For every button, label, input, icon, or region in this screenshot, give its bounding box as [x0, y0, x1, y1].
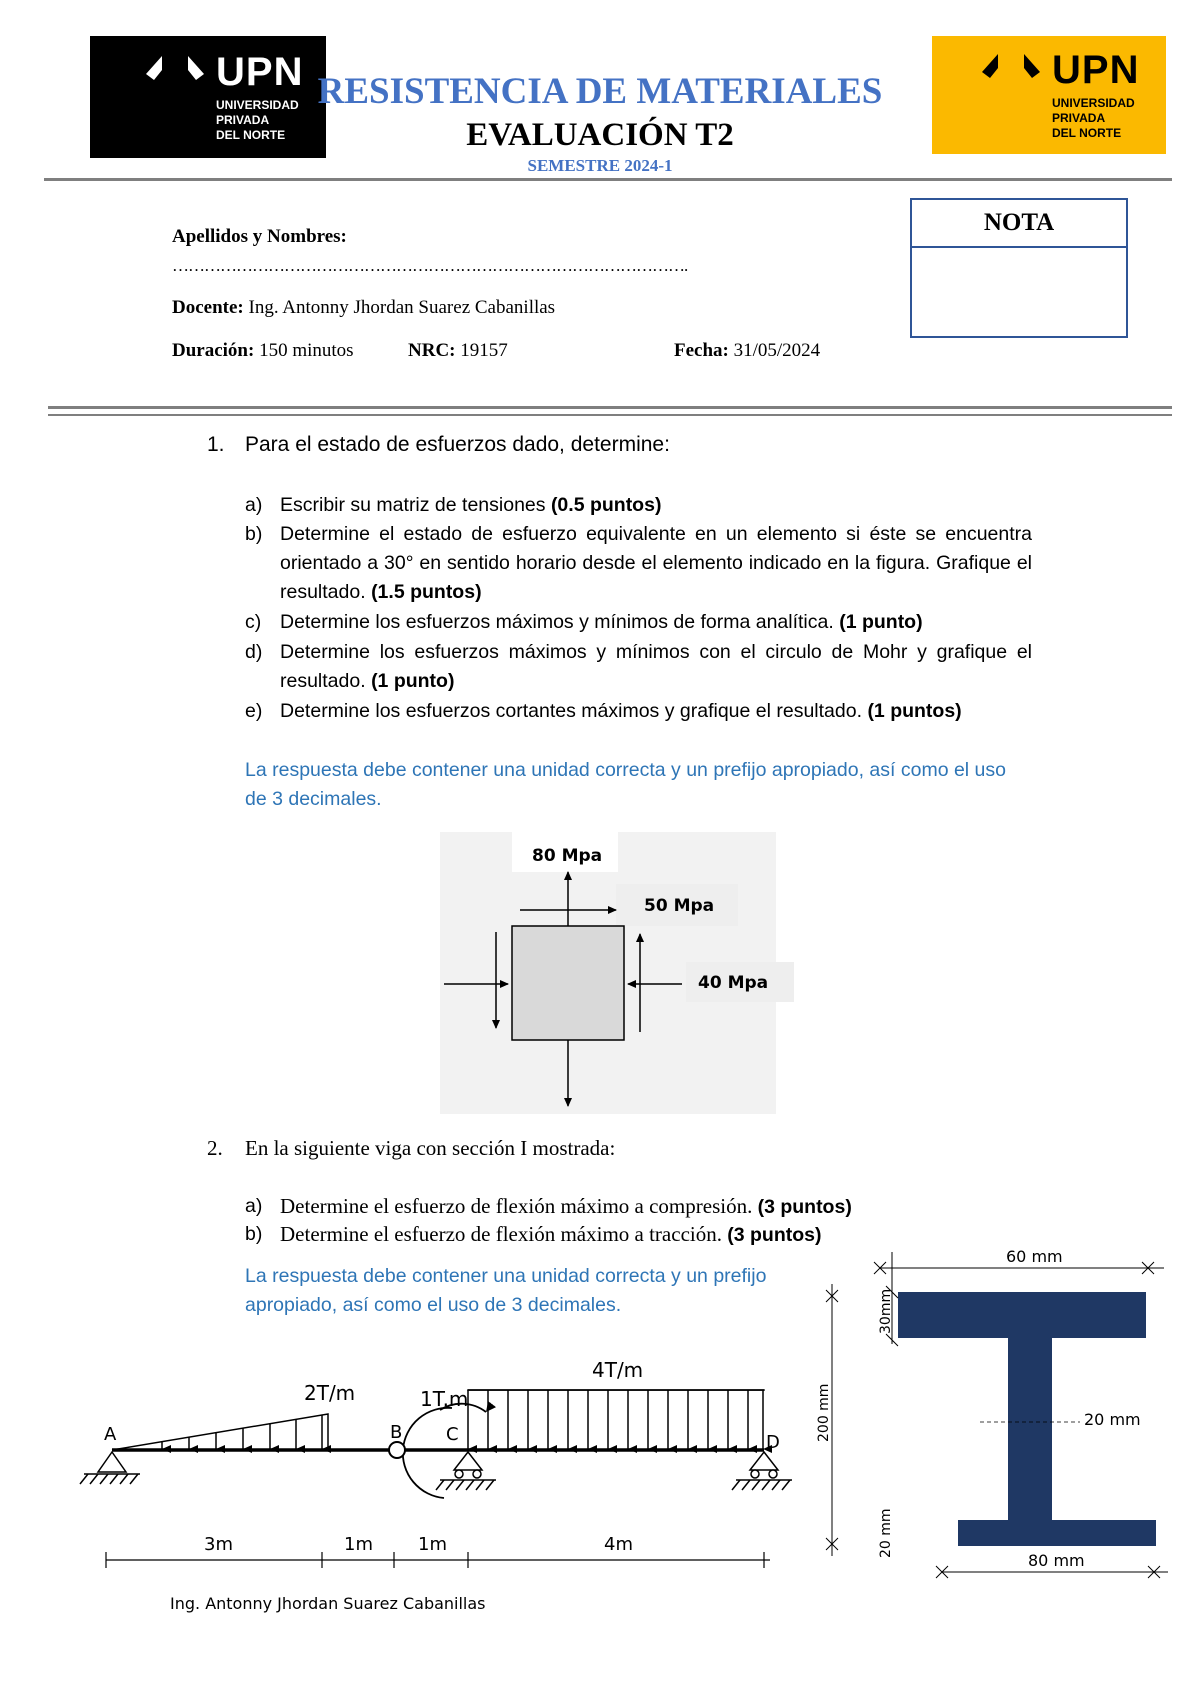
nrc-label: NRC:: [408, 340, 456, 361]
support-a: [80, 1452, 140, 1484]
q2-item-b-text: Determine el esfuerzo de flexión máximo a tracción.: [280, 1222, 728, 1246]
name-field[interactable]: …………………………………………………………………………………….: [172, 256, 688, 275]
info-divider-top: [48, 406, 1172, 409]
stress-element-figure: [440, 832, 776, 1114]
page-subtitle: EVALUACIÓN T2: [466, 117, 734, 153]
semester-label: SEMESTRE 2024-1: [527, 156, 673, 175]
q1-item-c-tag: c): [245, 611, 262, 633]
i-section-web: [1008, 1338, 1052, 1522]
label-span-bc1: 1m: [344, 1534, 373, 1555]
logo-left-sub-2: PRIVADA: [216, 112, 270, 127]
duration-label: Duración:: [172, 340, 255, 361]
beam-diagram: [74, 1330, 804, 1600]
logo-right-sub-1: UNIVERSIDAD: [1052, 95, 1135, 110]
date-value: 31/05/2024: [733, 340, 821, 361]
q2-number: 2.: [207, 1136, 223, 1160]
support-d: [732, 1452, 792, 1490]
q1-item-b-tag: b): [245, 523, 263, 545]
duration-value: 150 minutos: [259, 340, 354, 361]
date-line: [674, 340, 820, 362]
q1-item-d: [245, 638, 1032, 696]
nota-label: NOTA: [983, 209, 1055, 236]
nrc-value: 19157: [460, 340, 508, 361]
nota-grade-box[interactable]: [910, 246, 1128, 338]
logo-right-name: UPN: [1052, 47, 1140, 92]
i-section-figure: [816, 1242, 1180, 1588]
q1-item-a: [245, 491, 1032, 520]
label-bottom-flange-thickness: 20 mm: [878, 1508, 894, 1558]
label-height: 200 mm: [816, 1383, 832, 1442]
hinge-b: [389, 1442, 405, 1458]
label-triangular-load: 2T/m: [304, 1381, 356, 1405]
label-top-flange-width: 60 mm: [1006, 1247, 1063, 1266]
q2-item-a-text: Determine el esfuerzo de flexión máximo a compresión.: [280, 1194, 758, 1218]
q1-item-a-tag: a): [245, 494, 263, 516]
label-span-cd: 4m: [604, 1534, 633, 1555]
logo-left-name: UPN: [216, 49, 304, 94]
duration-line: [172, 340, 354, 362]
label-point-c: C: [446, 1424, 459, 1445]
label-point-b: B: [390, 1422, 403, 1443]
q1-item-c-text: Determine los esfuerzos máximos y mínimos de forma analítica.: [280, 611, 840, 633]
label-span-ab: 3m: [204, 1534, 233, 1555]
teacher-label: Docente:: [172, 297, 244, 318]
q1-text: Para el estado de esfuerzos dado, determine:: [245, 433, 670, 456]
q2-item-a: [245, 1192, 1080, 1222]
logo-right-sub-2: PRIVADA: [1052, 110, 1106, 125]
name-label: Apellidos y Nombres:: [172, 226, 347, 247]
footer-author: Ing. Antonny Jhordan Suarez Cabanillas: [170, 1594, 486, 1613]
q1-item-d-tag: d): [245, 641, 263, 663]
moment-arrow: [403, 1408, 452, 1498]
label-web-thickness: 20 mm: [1084, 1410, 1141, 1429]
label-top-flange-thickness: 30mm: [878, 1288, 894, 1334]
q1-item-c-points: (1 punto): [839, 611, 923, 633]
logo-left-sub-3: DEL NORTE: [216, 127, 286, 142]
label-sigma-y: 80 Mpa: [532, 846, 603, 866]
q1-item-e-points: (1 puntos): [867, 700, 962, 722]
nrc-line: [408, 340, 508, 362]
q2-item-b-tag: b): [245, 1223, 263, 1245]
label-tau: 50 Mpa: [644, 896, 715, 916]
stress-element-square: [512, 926, 624, 1040]
q1-number: 1.: [207, 433, 225, 456]
label-span-bc2: 1m: [418, 1534, 447, 1555]
logo-left-sub-1: UNIVERSIDAD: [216, 97, 299, 112]
logo-right-sub-3: DEL NORTE: [1052, 125, 1122, 140]
triangular-load-arrows: [162, 1415, 322, 1449]
q1-item-a-points: (0.5 puntos): [550, 494, 662, 516]
teacher-value: Ing. Antonny Jhordan Suarez Cabanillas: [248, 297, 556, 318]
label-point-a: A: [104, 1424, 117, 1445]
page-title: RESISTENCIA DE MATERIALES: [317, 71, 883, 112]
q1-item-e-text: Determine los esfuerzos cortantes máximos y grafique el resultado.: [280, 700, 868, 722]
q1-item-e-tag: e): [245, 700, 263, 722]
q2-note: La respuesta debe contener una unidad correcta y un prefijo apropiado, así como el uso de 3 decimales.: [245, 1265, 767, 1316]
info-divider-bottom: [48, 414, 1172, 416]
q1-item-d-points: (1 punto): [371, 670, 455, 692]
label-sigma-x: 40 Mpa: [698, 973, 769, 993]
q1-item-b: [245, 520, 1032, 607]
label-moment: 1T.m: [420, 1387, 469, 1411]
nota-header-box: [910, 198, 1128, 248]
label-bottom-flange-width: 80 mm: [1028, 1551, 1085, 1570]
q1-item-b-points: (1.5 puntos): [371, 581, 482, 603]
q1-note: La respuesta debe contener una unidad correcta y un prefijo apropiado, así como el uso de 3 decimales.: [245, 759, 1006, 810]
q2-text: En la siguiente viga con sección I mostrada:: [245, 1136, 616, 1160]
q2-item-b-points: (3 puntos): [727, 1224, 822, 1246]
q2-item-a-points: (3 puntos): [757, 1196, 852, 1218]
header-divider: [44, 178, 1172, 181]
q1-item-d-text: Determine los esfuerzos máximos y mínimos con el circulo de Mohr y grafique el resultado.: [280, 641, 1032, 692]
date-label: Fecha:: [674, 340, 729, 361]
uniform-load-arrows: [468, 1390, 763, 1449]
q1-item-e: [245, 697, 1032, 726]
support-c: [436, 1452, 496, 1490]
teacher-line: [172, 297, 555, 319]
q1-item-b-text: Determine el estado de esfuerzo equivalente en un elemento si éste se encuentra orientado a 30° en sentido horario desde el elemento indicado en la figura. Grafique el resultado.: [280, 523, 1032, 603]
label-uniform-load: 4T/m: [592, 1358, 644, 1382]
q2-item-a-tag: a): [245, 1195, 263, 1217]
q1-item-a-text: Escribir su matriz de tensiones: [280, 494, 551, 516]
label-point-d: D: [766, 1432, 780, 1453]
q1-item-c: [245, 608, 1032, 637]
